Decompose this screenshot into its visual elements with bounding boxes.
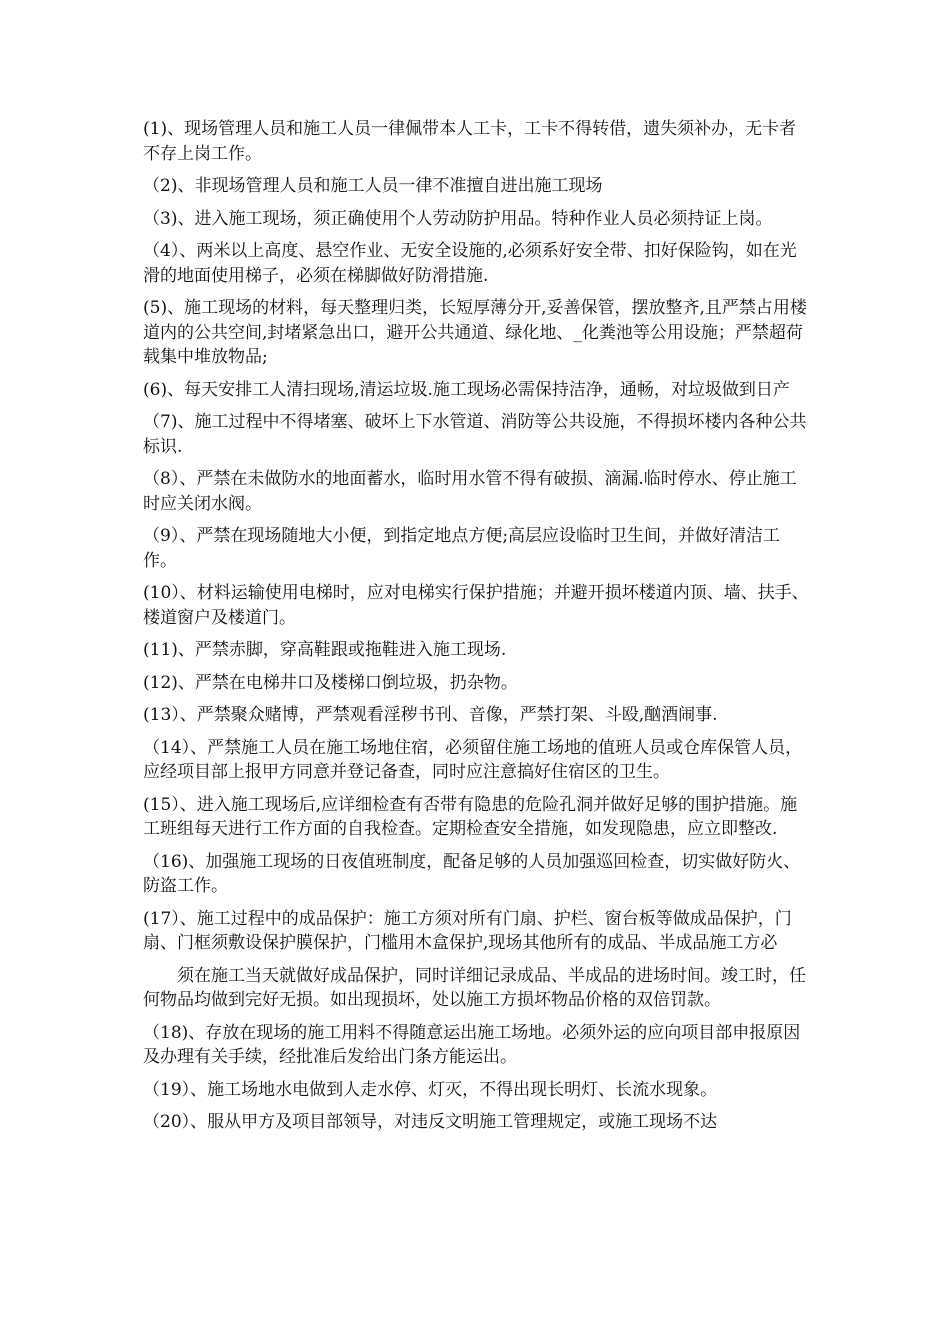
- rule-paragraph-19: （19）、施工场地水电做到人走水停、灯灭，不得出现长明灯、长流水现象。: [143, 1079, 718, 1100]
- rule-paragraph-2: （2)、非现场管理人员和施工人员一律不准擅自进出施工现场: [143, 176, 603, 196]
- rule-paragraph-9: （9）、严禁在现场随地大小便，到指定地点方便;高层应设临时卫生间，并做好清洁工作。: [143, 526, 781, 571]
- rule-paragraph-8: （8）、严禁在未做防水的地面蓄水，临时用水管不得有破损、滴漏.临时停水、停止施工时应关闭水阀。: [143, 469, 797, 514]
- rule-paragraph-16: （16)、加强施工现场的日夜值班制度，配备足够的人员加强巡回检查，切实做好防火、防盗工作。: [143, 851, 801, 896]
- rule-paragraph-17: (17）、施工过程中的成品保护：施工方须对所有门扇、护栏、窗台板等做成品保护，门扇、门框须敷设保护膜保护，门槛用木盒保护,现场其他所有的成品、半成品施工方必: [143, 908, 792, 953]
- rule-paragraph-15: (15）、进入施工现场后,应详细检查有否带有隐患的危险孔洞并做好足够的围护措施。施工班组每天进行工作方面的自我检查。定期检查安全措施，如发现隐患，应立即整改.: [143, 794, 798, 839]
- rule-paragraph-12: (12)、严禁在电梯井口及楼梯口倒垃圾，扔杂物。: [143, 672, 518, 693]
- rule-paragraph-6: (6)、每天安排工人清扫现场,清运垃圾.施工现场必需保持洁净，通畅，对垃圾做到日产: [143, 379, 790, 400]
- rule-paragraph-11: (11)、严禁赤脚，穿高鞋跟或拖鞋进入施工现场.: [143, 640, 507, 660]
- rule-paragraph-14: （14）、严禁施工人员在施工场地住宿，必须留住施工场地的值班人员或仓库保管人员，应经项目部上报甲方同意并登记备查，同时应注意搞好住宿区的卫生。: [143, 737, 803, 782]
- document-body: [143, 117, 809, 1143]
- rule-paragraph-10: (10）、材料运输使用电梯时，应对电梯实行保护措施；并避开损坏楼道内顶、墙、扶手、楼道窗户及楼道门。: [143, 583, 809, 628]
- rule-paragraph-4: （4）、两米以上高度、悬空作业、无安全设施的,必须系好安全带、扣好保险钩，如在光滑的地面使用梯子，必须在梯脚做好防滑措施.: [143, 241, 797, 286]
- rule-paragraph-3: （3)、进入施工现场，须正确使用个人劳动防护用品。特种作业人员必须持证上岗。: [143, 208, 773, 229]
- rule-paragraph-1: (1)、现场管理人员和施工人员一律佩带本人工卡，工卡不得转借，遗失须补办，无卡者不存上岗工作。: [143, 119, 797, 164]
- rule-paragraph-17-continued: 须在施工当天就做好成品保护，同时详细记录成品、半成品的进场时间。竣工时，任何物品均做到完好无损。如出现损坏，处以施工方损坏物品价格的双倍罚款。: [143, 965, 806, 1010]
- rule-paragraph-13: (13）、严禁聚众赌博，严禁观看淫秽书刊、音像，严禁打架、斗殴,酗酒闹事.: [143, 705, 718, 725]
- rule-paragraph-20: （20）、服从甲方及项目部领导，对违反文明施工管理规定，或施工现场不达: [143, 1112, 718, 1132]
- rule-paragraph-5: (5)、施工现场的材料，每天整理归类，长短厚薄分开,妥善保管，摆放整齐,且严禁占用楼道内的公共空间,封堵紧急出口，避开公共通道、绿化地、_化粪池等公用设施；严禁超荷载集中堆放物品;: [143, 298, 807, 367]
- rule-paragraph-7: （7)、施工过程中不得堵塞、破坏上下水管道、消防等公共设施，不得损坏楼内各种公共标识.: [143, 412, 807, 457]
- rule-paragraph-18: （18)、存放在现场的施工用料不得随意运出施工场地。必须外运的应向项目部申报原因及办理有关手续，经批准后发给出门条方能运出。: [143, 1022, 801, 1067]
